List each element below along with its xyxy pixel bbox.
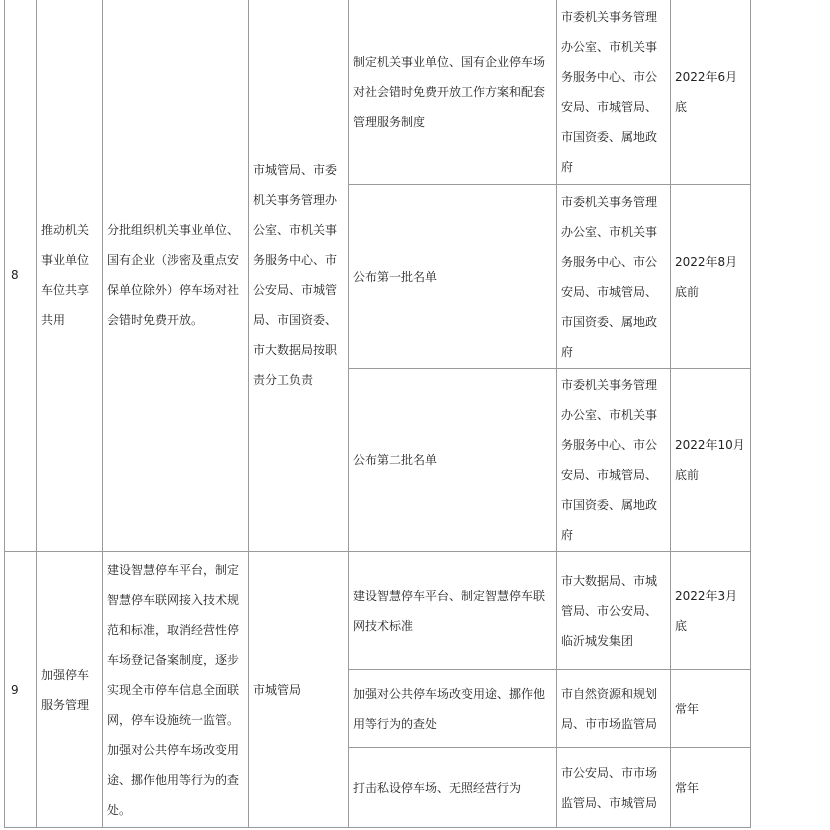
- row-number: 9: [5, 552, 37, 828]
- subtask-owner: 市委机关事务管理办公室、市机关事务服务中心、市公安局、市城管局、市国资委、属地政府: [557, 0, 671, 185]
- table-row: [5, 552, 751, 670]
- subtask-deadline: 常年: [671, 670, 751, 748]
- subtask-owner: 市自然资源和规划局、市市场监管局: [557, 670, 671, 748]
- task-description: 建设智慧停车平台，制定智慧停车联网接入技术规范和标准，取消经营性停车场登记备案制度，逐步实现全市停车信息全面联网，停车设施统一监管。加强对公共停车场改变用途、挪作他用等行为的查处。: [103, 552, 249, 828]
- table-row: [5, 0, 751, 185]
- subtask-content: 打击私设停车场、无照经营行为: [349, 748, 557, 828]
- subtask-owner: 市公安局、市市场监管局、市城管局: [557, 748, 671, 828]
- task-name: 推动机关事业单位车位共享共用: [37, 0, 103, 552]
- subtask-owner: 市委机关事务管理办公室、市机关事务服务中心、市公安局、市城管局、市国资委、属地政府: [557, 369, 671, 552]
- subtask-deadline: 2022年10月底前: [671, 369, 751, 552]
- responsible-department: 市城管局: [249, 552, 349, 828]
- task-description: 分批组织机关事业单位、国有企业（涉密及重点安保单位除外）停车场对社会错时免费开放。: [103, 0, 249, 552]
- responsible-department: 市城管局、市委机关事务管理办公室、市机关事务服务中心、市公安局、市城管局、市国资委、市大数据局按职责分工负责: [249, 0, 349, 552]
- subtask-owner: 市委机关事务管理办公室、市机关事务服务中心、市公安局、市城管局、市国资委、属地政府: [557, 185, 671, 369]
- subtask-content: 制定机关事业单位、国有企业停车场对社会错时免费开放工作方案和配套管理服务制度: [349, 0, 557, 185]
- subtask-content: 加强对公共停车场改变用途、挪作他用等行为的查处: [349, 670, 557, 748]
- subtask-deadline: 2022年3月底: [671, 552, 751, 670]
- subtask-content: 建设智慧停车平台、制定智慧停车联网技术标准: [349, 552, 557, 670]
- subtask-deadline: 常年: [671, 748, 751, 828]
- subtask-owner: 市大数据局、市城管局、市公安局、临沂城发集团: [557, 552, 671, 670]
- task-table: [4, 0, 751, 828]
- subtask-content: 公布第一批名单: [349, 185, 557, 369]
- task-name: 加强停车服务管理: [37, 552, 103, 828]
- subtask-deadline: 2022年8月底前: [671, 185, 751, 369]
- row-number: 8: [5, 0, 37, 552]
- subtask-deadline: 2022年6月底: [671, 0, 751, 185]
- subtask-content: 公布第二批名单: [349, 369, 557, 552]
